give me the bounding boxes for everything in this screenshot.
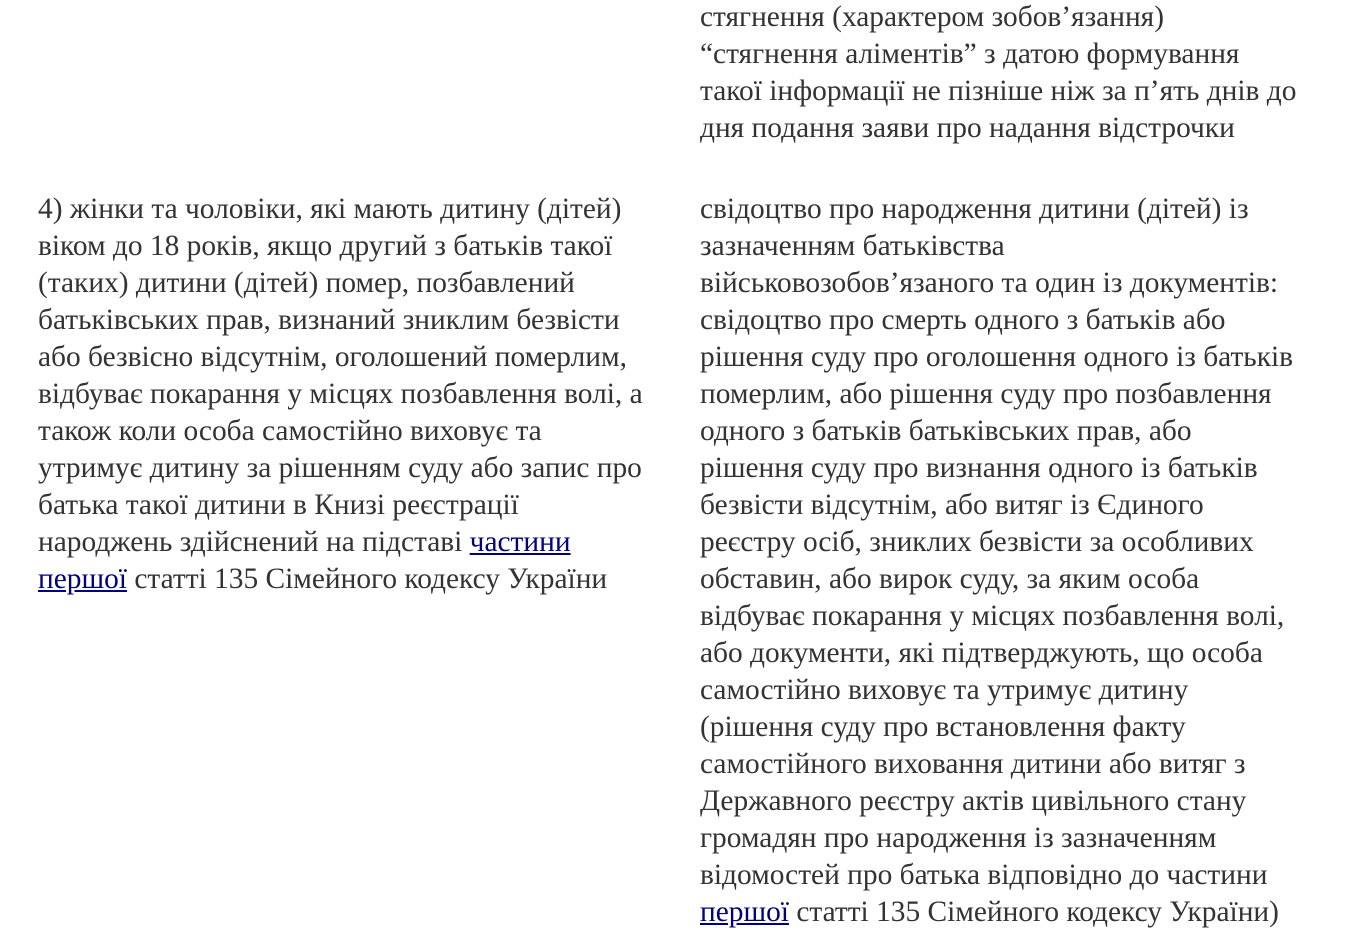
text-line: громадян про народження із зазначенням [700,822,1217,854]
text-line: віком до 18 років, якщо другий з батьків такої [38,230,613,262]
text-line: стягнення (характером зобов’язання) [700,1,1164,33]
text-line: дня подання заяви про надання відстрочки [700,112,1235,144]
text-line: 4) жінки та чоловіки, які мають дитину (дітей) [38,193,622,225]
text-line [700,894,1365,931]
text-line: одного з батьків батьківських прав, або [700,415,1192,447]
line-text: статті 135 Сімейного кодексу України) [788,896,1279,928]
right-column-continuation [700,0,1365,147]
text-line: батьківських прав, визнаний зниклим безвісти [38,304,620,336]
text-line: відбуває покарання у місцях позбавлення волі, [700,600,1285,632]
text-line: реєстру осіб, зниклих безвісти за особливих [700,526,1254,558]
text-line: рішення суду про визнання одного із батьків [700,452,1258,484]
text-line: також коли особа самостійно виховує та [38,415,542,447]
text-line: самостійно виховує та утримує дитину [700,674,1189,706]
family-code-article-135-link[interactable]: першої [38,563,127,595]
text-line: або безвісно відсутнім, оголошений померлим, [38,341,627,373]
family-code-article-135-link[interactable]: першої [700,896,789,928]
text-line: зазначенням батьківства [700,230,1005,262]
text-line: рішення суду про оголошення одного із батьків [700,341,1294,373]
text-line: такої інформації не пізніше ніж за п’ять днів до [700,75,1297,107]
text-line: “стягнення аліментів” з датою формування [700,38,1240,70]
text-line: самостійного виховання дитини або витяг з [700,748,1246,780]
line-text: народжень здійснений на підставі [38,526,470,558]
text-line: безвісти відсутнім, або витяг із Єдиного [700,489,1204,521]
text-line: (таких) дитини (дітей) помер, позбавлений [38,267,575,299]
text-line: або документи, які підтверджують, що особа [700,637,1263,669]
text-line: відбуває покарання у місцях позбавлення волі, а [38,378,643,410]
text-line [38,524,698,561]
text-line: обставин, або вирок суду, за яким особа [700,563,1200,595]
category-4-description [38,191,698,598]
text-line: батька такої дитини в Книзі реєстрації [38,489,519,521]
text-line [38,561,698,598]
text-line: відомостей про батька відповідно до частини [700,859,1268,891]
category-4-documents [700,191,1365,931]
text-line: (рішення суду про встановлення факту [700,711,1186,743]
text-line: померлим, або рішення суду про позбавлення [700,378,1272,410]
family-code-article-135-link[interactable]: частини [469,526,571,558]
line-text: статті 135 Сімейного кодексу України [126,563,608,595]
text-line: Державного реєстру актів цивільного стану [700,785,1247,817]
text-line: свідоцтво про смерть одного з батьків або [700,304,1226,336]
text-line: свідоцтво про народження дитини (дітей) із [700,193,1249,225]
text-line: утримує дитину за рішенням суду або запис про [38,452,642,484]
text-line: військовозобов’язаного та один із документів: [700,267,1279,299]
